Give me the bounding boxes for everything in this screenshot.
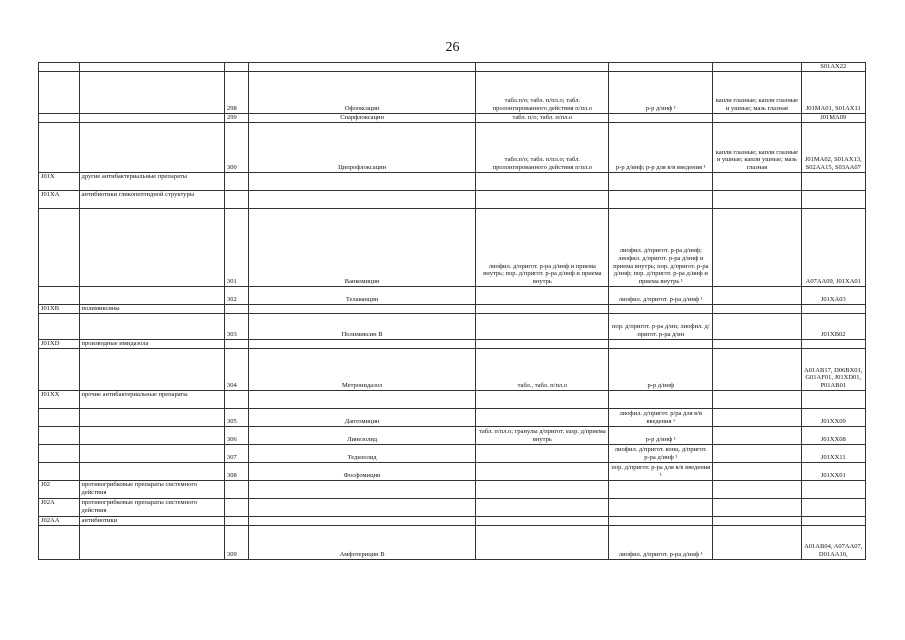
atc-code: J01XA03 [801,287,865,305]
table-row [39,63,866,72]
dosage-form-other [713,209,801,287]
atc-group-code: J02A [39,499,80,517]
dosage-form-other [713,349,801,391]
atc-code [801,499,865,517]
dosage-form-oral [476,463,609,481]
table-row [39,445,866,463]
drug-name [248,517,476,526]
atc-group-code: J01XB [39,305,80,314]
group-name: полимиксины [79,305,224,314]
dosage-form-other [713,463,801,481]
row-number: 298 [224,72,248,114]
atc-code: J01XX08 [801,427,865,445]
row-number [224,305,248,314]
dosage-form-other [713,287,801,305]
dosage-form-other [713,114,801,123]
atc-group-code [39,114,80,123]
group-row [39,517,866,526]
group-name: антибиотики [79,517,224,526]
atc-code: A01AB04, A07AA07, D01AA10, [801,526,865,560]
atc-code: J01MA01, S01AX11 [801,72,865,114]
row-number: 306 [224,427,248,445]
dosage-form-parenteral [609,63,713,72]
group-name [79,123,224,173]
dosage-form-parenteral [609,114,713,123]
dosage-form-parenteral [609,391,713,409]
atc-code: A01AB17, D06BX01, G01AF01, J01XD01, P01AB01 [801,349,865,391]
dosage-form-oral: лиофил. д/пригот. р-ра д/инф и приема внутрь; пор. д/пригот. р-ра д/инф и приема внутрь [476,209,609,287]
group-name [79,63,224,72]
dosage-form-oral [476,499,609,517]
atc-group-code [39,409,80,427]
drug-name [248,391,476,409]
group-name [79,114,224,123]
atc-code: J01XB02 [801,314,865,340]
dosage-form-parenteral: р-р д/инф ¹ [609,72,713,114]
dosage-form-other: капли глазные; капли глазные и ушные; капли ушные; мазь глазная [713,123,801,173]
row-number [224,173,248,191]
group-name [79,409,224,427]
atc-group-code [39,123,80,173]
group-name [79,445,224,463]
drug-list-table [38,62,866,560]
drug-name [248,63,476,72]
row-number: 302 [224,287,248,305]
dosage-form-parenteral: р-р д/инф [609,349,713,391]
group-name: производные имидазола [79,340,224,349]
row-number: 301 [224,209,248,287]
row-number: 303 [224,314,248,340]
atc-group-code [39,72,80,114]
dosage-form-other [713,63,801,72]
row-number [224,340,248,349]
dosage-form-oral: табл. п/пл.о; гранулы д/пригот. susp. д/приема внутрь [476,427,609,445]
dosage-form-parenteral: пор. д/пригот. р-ра д/ин; лиофил. д/пригот. р-ра д/ин [609,314,713,340]
atc-group-code [39,445,80,463]
dosage-form-other [713,340,801,349]
atc-code [801,173,865,191]
dosage-form-parenteral [609,481,713,499]
atc-group-code: J02 [39,481,80,499]
group-name [79,314,224,340]
atc-code [801,481,865,499]
drug-name: Метронидазол [248,349,476,391]
dosage-form-other [713,427,801,445]
dosage-form-other [713,409,801,427]
drug-name: Тедизолид [248,445,476,463]
group-row [39,305,866,314]
atc-code: A07AA09, J01XA01 [801,209,865,287]
atc-code: J01MA09 [801,114,865,123]
dosage-form-oral [476,517,609,526]
table-row [39,409,866,427]
group-name [79,427,224,445]
table-row [39,463,866,481]
dosage-form-oral: табл. п/о; табл. п/пл.о [476,114,609,123]
row-number: 309 [224,526,248,560]
group-name: противогрибковые препараты системного действия [79,499,224,517]
group-name: другие антибактериальные препараты [79,173,224,191]
drug-name [248,340,476,349]
dosage-form-other: капли глазные; капли глазные и ушные; мазь глазная [713,72,801,114]
group-row [39,391,866,409]
table-row [39,123,866,173]
atc-group-code: J01XD [39,340,80,349]
dosage-form-other [713,517,801,526]
table-row [39,287,866,305]
page-number: 26 [445,40,460,55]
group-name: прочие антибактериальные препараты [79,391,224,409]
atc-group-code [39,209,80,287]
dosage-form-oral [476,391,609,409]
dosage-form-parenteral: лиофил. д/пригот. р-ра д/инф ¹ [609,526,713,560]
atc-group-code: J01X [39,173,80,191]
row-number [224,481,248,499]
dosage-form-parenteral: р-р д/инф; р-р для в/в введения ¹ [609,123,713,173]
dosage-form-oral: табл.п/о; табл. п/пл.о; табл. пролонгированного действия п/пл.о [476,72,609,114]
drug-name: Полимиксин В [248,314,476,340]
table-body [39,63,866,560]
group-name [79,463,224,481]
dosage-form-other [713,445,801,463]
dosage-form-oral [476,340,609,349]
atc-group-code: J01XA [39,191,80,209]
drug-name [248,305,476,314]
drug-name: Даптомицин [248,409,476,427]
group-name: антибиотики гликопептидной структуры [79,191,224,209]
group-name [79,209,224,287]
row-number: 299 [224,114,248,123]
drug-name: Ципрофлоксацин [248,123,476,173]
row-number: 307 [224,445,248,463]
table-row [39,526,866,560]
group-row [39,173,866,191]
atc-code: J01XX09 [801,409,865,427]
atc-group-code [39,349,80,391]
atc-group-code [39,314,80,340]
row-number: 308 [224,463,248,481]
dosage-form-oral [476,287,609,305]
dosage-form-oral [476,526,609,560]
drug-name: Амфотерицин В [248,526,476,560]
table-row [39,427,866,445]
dosage-form-other [713,481,801,499]
dosage-form-other [713,191,801,209]
table-row [39,349,866,391]
dosage-form-parenteral: лиофил. д/пригот. конц. д/пригот. р-ра д/инф ¹ [609,445,713,463]
dosage-form-oral [476,314,609,340]
drug-name: Фосфомицин [248,463,476,481]
group-name: противогрибковые препараты системного действия [79,481,224,499]
dosage-form-parenteral: лиофил. д/пригот. р/ра для в/в введения ¹ [609,409,713,427]
table-row [39,209,866,287]
atc-group-code: J02AA [39,517,80,526]
group-row [39,499,866,517]
group-row [39,481,866,499]
dosage-form-oral [476,409,609,427]
row-number [224,191,248,209]
dosage-form-parenteral [609,305,713,314]
dosage-form-oral [476,191,609,209]
atc-group-code [39,526,80,560]
dosage-form-parenteral [609,499,713,517]
row-number: 305 [224,409,248,427]
group-row [39,340,866,349]
dosage-form-oral: табл.п/о; табл. п/пл.о; табл. пролонгированного действия п/пл.о [476,123,609,173]
atc-code [801,191,865,209]
atc-group-code [39,463,80,481]
drug-name [248,173,476,191]
row-number: 300 [224,123,248,173]
dosage-form-oral [476,173,609,191]
dosage-form-oral: табл., табл. п/пл.о [476,349,609,391]
dosage-form-parenteral: лиофил. д/пригот. р-ра д/инф; лиофил. д/пригот. р-ра д/инф и приема внутрь; пор. д/пригот. р-ра д/инф; пор. д/пригот. р-ра д/инф и приема внутрь ¹ [609,209,713,287]
dosage-form-other [713,305,801,314]
atc-group-code [39,427,80,445]
dosage-form-parenteral: пор. д/пригот. р-ра для в/в введения ¹ [609,463,713,481]
drug-name: Линезолид [248,427,476,445]
row-number: 304 [224,349,248,391]
dosage-form-parenteral: лиофил. д/пригот. р-ра д/инф ¹ [609,287,713,305]
row-number [224,499,248,517]
atc-code [801,305,865,314]
dosage-form-other [713,173,801,191]
dosage-form-other [713,499,801,517]
atc-code: S01AX22 [801,63,865,72]
group-name [79,72,224,114]
drug-name [248,191,476,209]
drug-name [248,499,476,517]
atc-code [801,517,865,526]
dosage-form-oral [476,481,609,499]
dosage-form-oral [476,445,609,463]
drug-name: Телаванцин [248,287,476,305]
group-name [79,349,224,391]
group-name [79,287,224,305]
atc-code [801,391,865,409]
dosage-form-parenteral: р-р д/инф ¹ [609,427,713,445]
atc-group-code: J01XX [39,391,80,409]
group-row [39,191,866,209]
table-row [39,72,866,114]
dosage-form-other [713,526,801,560]
atc-group-code [39,63,80,72]
row-number [224,517,248,526]
table-row [39,114,866,123]
atc-code: J01XX11 [801,445,865,463]
dosage-form-oral [476,63,609,72]
atc-code: J01XX01 [801,463,865,481]
drug-name: Ванкомицин [248,209,476,287]
dosage-form-other [713,391,801,409]
table-row [39,314,866,340]
atc-code [801,340,865,349]
drug-name: Спарфлоксацин [248,114,476,123]
dosage-form-oral [476,305,609,314]
dosage-form-parenteral [609,173,713,191]
dosage-form-parenteral [609,340,713,349]
row-number [224,63,248,72]
drug-name [248,481,476,499]
dosage-form-other [713,314,801,340]
atc-group-code [39,287,80,305]
atc-code: J01MA02, S01AX13, S02AA15, S03AA07 [801,123,865,173]
row-number [224,391,248,409]
dosage-form-parenteral [609,191,713,209]
dosage-form-parenteral [609,517,713,526]
drug-name: Офлоксацин [248,72,476,114]
group-name [79,526,224,560]
